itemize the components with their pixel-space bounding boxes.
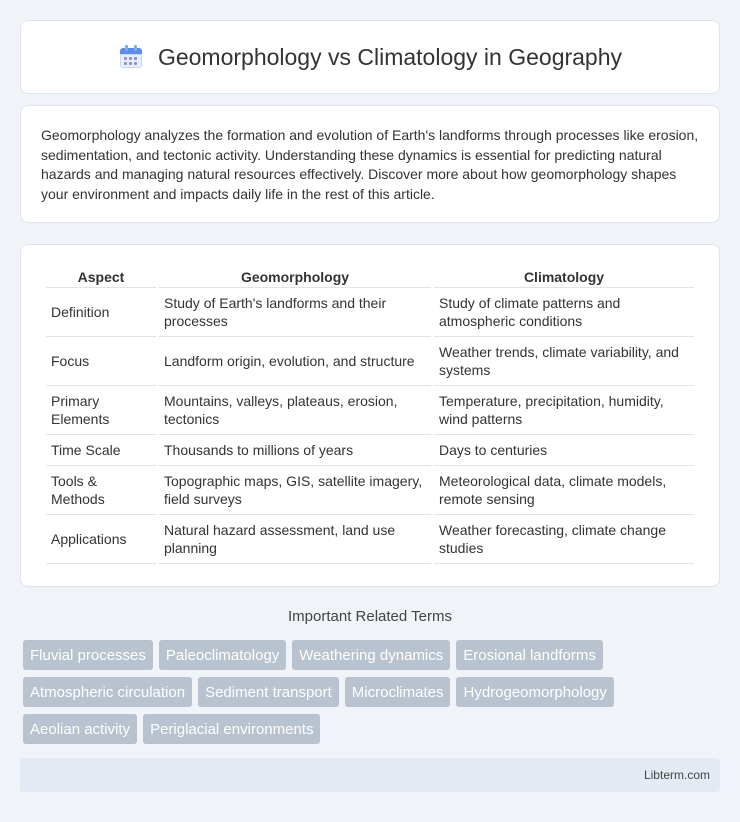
table-row bbox=[46, 466, 694, 515]
table-cell-geomorphology: Topographic maps, GIS, satellite imagery, field surveys bbox=[159, 466, 431, 515]
table-row bbox=[46, 386, 694, 435]
comparison-table-card bbox=[20, 244, 720, 587]
table-cell-aspect: Tools & Methods bbox=[46, 466, 156, 515]
table-row bbox=[46, 288, 694, 337]
column-header-aspect: Aspect bbox=[46, 265, 156, 288]
table-cell-aspect: Time Scale bbox=[46, 435, 156, 466]
table-cell-aspect: Applications bbox=[46, 515, 156, 564]
related-terms-title: Important Related Terms bbox=[288, 608, 452, 625]
header-card bbox=[20, 20, 720, 94]
table-cell-climatology: Temperature, precipitation, humidity, wind patterns bbox=[434, 386, 694, 435]
footer-brand-link[interactable]: Libterm.com bbox=[643, 768, 710, 782]
table-cell-geomorphology: Natural hazard assessment, land use planning bbox=[159, 515, 431, 564]
table-cell-aspect: Focus bbox=[46, 337, 156, 386]
column-header-geomorphology: Geomorphology bbox=[159, 265, 431, 288]
related-term-tag[interactable]: Periglacial environments bbox=[143, 714, 320, 744]
comparison-table bbox=[43, 265, 697, 564]
table-cell-aspect: Primary Elements bbox=[46, 386, 156, 435]
related-term-tag[interactable]: Microclimates bbox=[345, 677, 451, 707]
related-term-tag[interactable]: Sediment transport bbox=[198, 677, 339, 707]
intro-text: Geomorphology analyzes the formation and evolution of Earth's landforms through processes like erosion, sedimentation, and tectonic activity. Understanding these dynamics is essential for predicting natural hazards and managing natural resources effectively. Discover more about how geomorphology shapes your environment and impacts daily life in the rest of this article. bbox=[41, 127, 699, 202]
table-cell-climatology: Weather forecasting, climate change studies bbox=[434, 515, 694, 564]
table-row bbox=[46, 515, 694, 564]
related-term-tag[interactable]: Aeolian activity bbox=[23, 714, 137, 744]
related-term-tag[interactable]: Paleoclimatology bbox=[159, 640, 286, 670]
table-cell-aspect: Definition bbox=[46, 288, 156, 337]
table-cell-geomorphology: Landform origin, evolution, and structure bbox=[159, 337, 431, 386]
page-title: Geomorphology vs Climatology in Geography bbox=[157, 43, 623, 70]
title-wrap bbox=[118, 44, 622, 71]
table-row bbox=[46, 337, 694, 386]
table-cell-geomorphology: Study of Earth's landforms and their processes bbox=[159, 288, 431, 337]
table-cell-geomorphology: Thousands to millions of years bbox=[159, 435, 431, 466]
related-term-tag[interactable]: Erosional landforms bbox=[456, 640, 603, 670]
table-cell-climatology: Weather trends, climate variability, and systems bbox=[434, 337, 694, 386]
table-cell-climatology: Meteorological data, climate models, remote sensing bbox=[434, 466, 694, 515]
related-term-tag[interactable]: Atmospheric circulation bbox=[23, 677, 192, 707]
related-term-tag[interactable]: Fluvial processes bbox=[23, 640, 153, 670]
footer bbox=[20, 758, 720, 792]
related-term-tag[interactable]: Weathering dynamics bbox=[292, 640, 450, 670]
intro-card bbox=[20, 105, 720, 223]
column-header-climatology: Climatology bbox=[434, 265, 694, 288]
table-cell-climatology: Days to centuries bbox=[434, 435, 694, 466]
calendar-icon bbox=[118, 44, 144, 70]
table-cell-climatology: Study of climate patterns and atmospheric conditions bbox=[434, 288, 694, 337]
table-cell-geomorphology: Mountains, valleys, plateaus, erosion, tectonics bbox=[159, 386, 431, 435]
related-terms-list bbox=[23, 640, 703, 744]
table-header-row bbox=[46, 265, 694, 288]
related-term-tag[interactable]: Hydrogeomorphology bbox=[456, 677, 613, 707]
table-row bbox=[46, 435, 694, 466]
